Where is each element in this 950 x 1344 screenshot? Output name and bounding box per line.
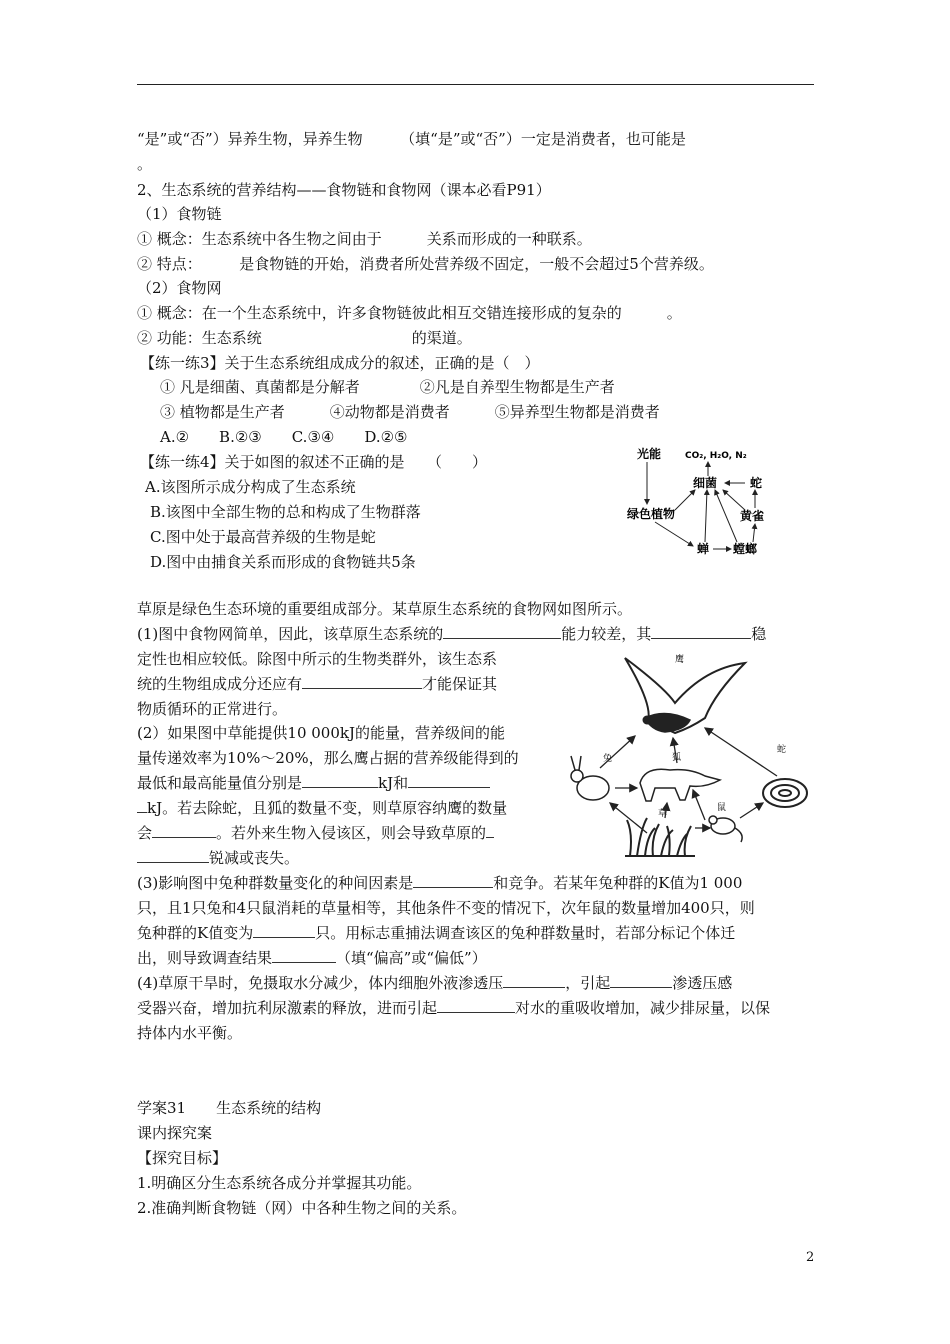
question-4-line: 持体内水平衡。 (137, 1024, 243, 1042)
answer-blank[interactable] (137, 847, 209, 863)
answer-blank[interactable] (152, 822, 216, 838)
text-segment: （填“偏高”或“偏低”） (336, 949, 487, 967)
question-1-line (137, 673, 497, 695)
text-segment: 只。用标志重捕法调查该区的兔种群数量时，若部分标记个体迁 (315, 924, 736, 942)
question-3-line (137, 947, 487, 969)
text-line: 。 (137, 155, 153, 173)
goal-item: 2.准确判断食物链（网）中各种生物之间的关系。 (137, 1199, 467, 1217)
exercise-3-title: 【练一练3】关于生态系统组成成分的叙述，正确的是（ ） (140, 354, 540, 372)
text-line: ① 概念：生态系统中各生物之间由于 关系而形成的一种联系。 (137, 230, 592, 248)
answer-blank[interactable] (302, 772, 378, 788)
text-segment: 锐减或丧失。 (209, 849, 300, 867)
question-2-line (137, 847, 299, 869)
text-segment: 统的生物组成成分还应有 (137, 675, 303, 693)
text-line: “是”或“否”）异养生物，异养生物 （填“是”或“否”）一定是消费者，也可能是 (137, 130, 686, 148)
label-rabbit: 兔 (603, 754, 613, 764)
answer-blank[interactable] (413, 872, 493, 888)
answer-blank[interactable] (503, 972, 565, 988)
answer-blank[interactable] (437, 997, 515, 1013)
snake-illustration (763, 779, 807, 807)
exercise-3-choices: A.② B.②③ C.③④ D.②⑤ (160, 428, 408, 446)
text-segment: 才能保证其 (422, 675, 498, 693)
exercise-3-options: ① 凡是细菌、真菌都是分解者 ②凡是自养型生物都是生产者 (160, 378, 615, 396)
answer-blank[interactable] (253, 922, 315, 938)
question-4-line (137, 972, 732, 994)
label-oriole: 黄雀 (740, 509, 765, 523)
text-segment: (1)图中食物网简单，因此，该草原生态系统的 (137, 625, 444, 643)
text-segment: 受器兴奋，增加抗利尿激素的释放，进而引起 (137, 999, 438, 1017)
subsection-heading: （1）食物链 (137, 205, 222, 223)
question-2-line: 量传递效率为10%～20%，那么鹰占据的营养级能得到的 (137, 749, 519, 767)
label-eagle: 鹰 (675, 655, 685, 665)
answer-blank[interactable] (651, 623, 751, 639)
page-number: 2 (806, 1250, 815, 1265)
text-segment: 会 (137, 824, 153, 842)
label-bacteria: 细菌 (693, 476, 718, 490)
answer-blank[interactable] (443, 623, 561, 639)
fox-illustration (640, 769, 720, 801)
goal-item: 1.明确区分生态系统各成分并掌握其功能。 (137, 1174, 422, 1192)
mouse-illustration (709, 816, 742, 842)
exercise-3-options: ③ 植物都是生产者 ④动物都是消费者 ⑤异养型生物都是消费者 (160, 403, 660, 421)
label-fox: 狐 (672, 753, 682, 763)
text-segment: 。若外来生物入侵该区，则会导致草原的 (216, 824, 487, 842)
question-2-line (137, 822, 494, 844)
text-segment: 对水的重吸收增加，减少排尿量，以保 (515, 999, 771, 1017)
text-line: ② 特点： 是食物链的开始，消费者所处营养级不固定，一般不会超过5个营养级。 (137, 255, 714, 273)
answer-blank[interactable] (272, 947, 336, 963)
exercise-4-title: 【练一练4】关于如图的叙述不正确的是 （ ） (140, 453, 488, 471)
exercise-4-option-d: D.图中由捕食关系而形成的食物链共5条 (150, 553, 416, 571)
question-4-line (137, 997, 770, 1019)
text-segment: 出，则导致调查结果 (137, 949, 273, 967)
text-line: ① 概念：在一个生态系统中，许多食物链彼此相互交错连接形成的复杂的 。 (137, 304, 682, 322)
answer-blank[interactable] (610, 972, 672, 988)
question-2-line (137, 797, 507, 819)
answer-blank[interactable] (486, 822, 494, 838)
question-1-line (137, 623, 766, 645)
section-heading: 2、生态系统的营养结构——食物链和食物网（课本必看P91） (137, 181, 551, 199)
answer-blank[interactable] (137, 797, 147, 813)
header-rule (137, 84, 814, 85)
grassland-food-web-diagram (555, 648, 825, 860)
question-1-line: 物质循环的正常进行。 (137, 700, 288, 718)
exercise-4-option-b: B.该图中全部生物的总和构成了生物群落 (150, 503, 421, 521)
text-segment: 和竞争。若某年兔种群的K值为1 000 (493, 874, 743, 892)
text-segment: 兔种群的K值变为 (137, 924, 254, 942)
text-segment: 最低和最高能量值分别是 (137, 774, 303, 792)
answer-blank[interactable] (302, 673, 422, 689)
label-snake: 蛇 (750, 476, 763, 490)
question-2-line (137, 772, 490, 794)
label-chemicals: CO₂, H₂O, N₂ (685, 451, 747, 461)
label-snake: 蛇 (777, 745, 787, 755)
label-mouse: 鼠 (717, 803, 727, 813)
ecosystem-diagram (615, 440, 805, 565)
text-line: ② 功能：生态系统 的渠道。 (137, 329, 472, 347)
text-segment: kJ和 (378, 774, 409, 792)
paragraph-intro: 草原是绿色生态环境的重要组成部分。某草原生态系统的食物网如图所示。 (137, 600, 633, 618)
case-subtitle: 课内探究案 (137, 1124, 213, 1142)
exercise-4-option-a: A.该图所示成分构成了生态系统 (145, 478, 356, 496)
question-1-line: 定性也相应较低。除图中所示的生物类群外，该生态系 (137, 650, 498, 668)
exercise-4-option-c: C.图中处于最高营养级的生物是蛇 (150, 528, 376, 546)
label-light: 光能 (637, 447, 662, 461)
text-segment: ，引起 (565, 974, 611, 992)
text-segment: 稳 (751, 625, 767, 643)
goal-heading: 【探究目标】 (137, 1149, 228, 1167)
case-title: 学案31 生态系统的结构 (137, 1099, 322, 1117)
label-mantis: 螳螂 (733, 542, 758, 556)
question-3-line (137, 922, 735, 944)
text-segment: (4)草原干旱时，免摄取水分减少，体内细胞外液渗透压 (137, 974, 504, 992)
label-plant: 绿色植物 (627, 507, 676, 521)
text-segment: 渗透压感 (672, 974, 733, 992)
text-segment: (3)影响图中兔种群数量变化的种间因素是 (137, 874, 414, 892)
question-3-line (137, 872, 742, 894)
answer-blank[interactable] (408, 772, 490, 788)
text-segment: kJ。若去除蛇，且狐的数量不变，则草原容纳鹰的数量 (147, 799, 508, 817)
subsection-heading: （2）食物网 (137, 279, 222, 297)
text-segment: 能力较差，其 (561, 625, 652, 643)
label-cicada: 蝉 (697, 542, 710, 556)
eagle-illustration (625, 658, 745, 733)
question-2-line: (2）如果图中草能提供10 000kJ的能量，营养级间的能 (137, 724, 505, 742)
label-grass: 草 (658, 809, 668, 819)
question-3-line: 只，且1只兔和4只鼠消耗的草量相等，其他条件不变的情况下，次年鼠的数量增加400只，则 (137, 899, 755, 917)
